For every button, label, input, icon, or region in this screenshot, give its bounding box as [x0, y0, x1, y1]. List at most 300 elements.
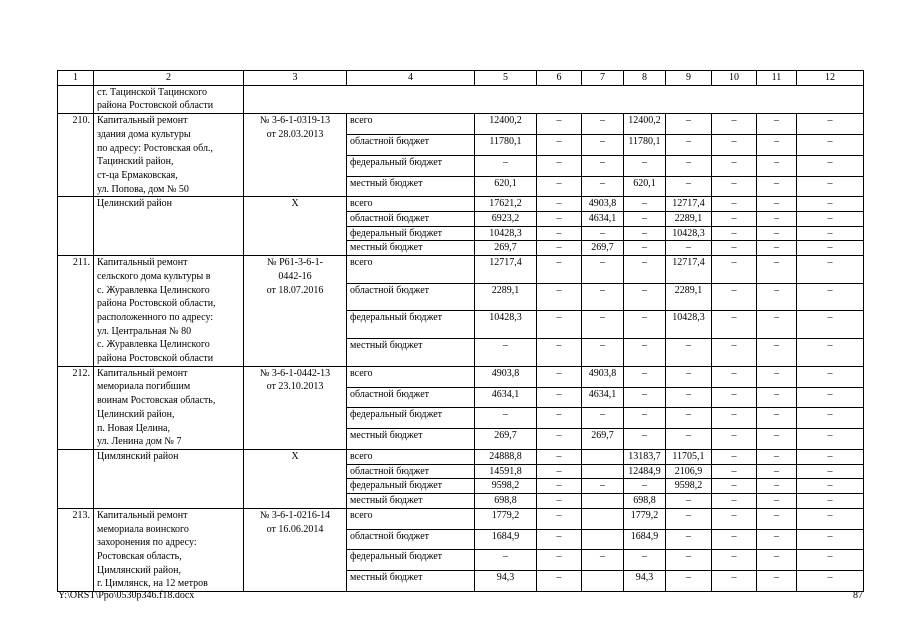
column-header: 5: [475, 71, 537, 86]
value-cell: –: [757, 550, 797, 571]
table-row: [58, 256, 864, 284]
document-cell: [244, 256, 347, 367]
funding-source-label: всего: [347, 449, 475, 464]
value-cell: –: [537, 494, 582, 509]
object-name-cell-line: Капитальный ремонт: [97, 115, 188, 127]
value-cell: 9598,2: [475, 479, 537, 494]
value-cell: –: [757, 479, 797, 494]
value-cell: –: [797, 311, 864, 339]
column-header: 12: [797, 71, 864, 86]
value-cell: –: [582, 550, 624, 571]
document-cell-line: от 18.07.2016: [266, 284, 324, 296]
object-name-cell-line: ст-ца Ермаковская,: [97, 169, 178, 181]
object-name-cell: [94, 508, 244, 591]
value-cell: 12717,4: [475, 256, 537, 284]
column-header: 3: [244, 71, 347, 86]
value-cell: 620,1: [624, 176, 666, 197]
funding-source-label: местный бюджет: [347, 339, 475, 367]
value-cell: –: [712, 479, 757, 494]
value-cell: –: [475, 550, 537, 571]
page-number: 87: [853, 590, 863, 601]
object-name-cell-line: Капитальный ремонт: [97, 257, 188, 269]
row-number-cell: [58, 197, 94, 256]
funding-source-label: всего: [347, 114, 475, 135]
value-cell: –: [624, 197, 666, 212]
value-cell: –: [797, 226, 864, 241]
value-cell: –: [712, 176, 757, 197]
value-cell: 12717,4: [666, 256, 712, 284]
value-cell: –: [757, 366, 797, 387]
value-cell: 12400,2: [624, 114, 666, 135]
value-cell: –: [712, 408, 757, 429]
value-cell: –: [757, 212, 797, 227]
value-cell: –: [757, 176, 797, 197]
value-cell: –: [624, 311, 666, 339]
value-cell: –: [757, 571, 797, 592]
document-cell-line: 0442-16: [278, 270, 312, 282]
value-cell: –: [757, 197, 797, 212]
value-cell: 12484,9: [624, 464, 666, 479]
value-cell: –: [624, 429, 666, 450]
value-cell: 4903,8: [582, 366, 624, 387]
footer-file-path: Y:\ORST\Ppo\0530p346.f18.docx: [58, 590, 195, 601]
funding-source-label: всего: [347, 197, 475, 212]
object-name-cell-line: ул. Центральная № 80: [97, 325, 192, 337]
document-cell-line: № 3-6-1-0442-13: [259, 367, 331, 379]
value-cell: –: [797, 494, 864, 509]
value-cell: 1684,9: [475, 529, 537, 550]
value-cell: [582, 464, 624, 479]
value-cell: –: [712, 134, 757, 155]
value-cell: –: [537, 366, 582, 387]
value-cell: –: [582, 339, 624, 367]
value-cell: –: [757, 226, 797, 241]
column-header: 11: [757, 71, 797, 86]
value-cell: –: [797, 550, 864, 571]
value-cell: –: [757, 134, 797, 155]
document-cell-line: № 3-6-1-0319-13: [259, 115, 331, 127]
value-cell: –: [712, 429, 757, 450]
funding-source-label: областной бюджет: [347, 212, 475, 227]
value-cell: –: [797, 155, 864, 176]
value-cell: –: [582, 311, 624, 339]
value-cell: –: [582, 226, 624, 241]
value-cell: –: [757, 408, 797, 429]
column-header: 6: [537, 71, 582, 86]
value-cell: –: [666, 241, 712, 256]
value-cell: 11780,1: [475, 134, 537, 155]
value-cell: 94,3: [475, 571, 537, 592]
value-cell: –: [712, 155, 757, 176]
value-cell: 269,7: [582, 241, 624, 256]
value-cell: –: [624, 155, 666, 176]
value-cell: –: [537, 429, 582, 450]
document-cell-line: № 3-6-1-0216-14: [259, 509, 331, 521]
value-cell: –: [537, 449, 582, 464]
value-cell: 698,8: [624, 494, 666, 509]
funding-source-label: всего: [347, 256, 475, 284]
value-cell: [582, 529, 624, 550]
funding-source-label: местный бюджет: [347, 241, 475, 256]
row-number-cell: 210.: [58, 114, 94, 197]
value-cell: –: [712, 550, 757, 571]
value-cell: –: [797, 387, 864, 408]
document-cell-line: от 28.03.2013: [266, 128, 324, 140]
value-cell: –: [537, 212, 582, 227]
value-cell: 12400,2: [475, 114, 537, 135]
value-cell: –: [537, 197, 582, 212]
object-name-cell-line: Цимлянский район: [97, 450, 179, 462]
value-cell: –: [537, 339, 582, 367]
value-cell: 2106,9: [666, 464, 712, 479]
value-cell: –: [666, 408, 712, 429]
value-cell: –: [797, 241, 864, 256]
value-cell: –: [582, 134, 624, 155]
value-cell: 9598,2: [666, 479, 712, 494]
row-number-cell: [58, 85, 94, 113]
value-cell: –: [797, 339, 864, 367]
value-cell: –: [582, 176, 624, 197]
value-cell: 17621,2: [475, 197, 537, 212]
value-cell: –: [666, 387, 712, 408]
table-row: [58, 366, 864, 387]
value-cell: 12717,4: [666, 197, 712, 212]
value-cell: –: [797, 256, 864, 284]
value-cell: –: [712, 226, 757, 241]
column-header: 4: [347, 71, 475, 86]
funding-source-label: областной бюджет: [347, 529, 475, 550]
value-cell: –: [537, 464, 582, 479]
value-cell: –: [666, 366, 712, 387]
value-cell: 11780,1: [624, 134, 666, 155]
value-cell: –: [797, 479, 864, 494]
value-cell: 1684,9: [624, 529, 666, 550]
value-cell: –: [712, 387, 757, 408]
object-name-cell-line: Целинский район,: [97, 408, 175, 420]
value-cell: –: [757, 508, 797, 529]
object-name-cell-line: сельского дома культуры в: [97, 270, 211, 282]
value-cell: 6923,2: [475, 212, 537, 227]
value-cell: –: [537, 479, 582, 494]
funding-source-label: местный бюджет: [347, 571, 475, 592]
document-cell: [244, 114, 347, 197]
object-name-cell-line: Цимлянский район,: [97, 564, 181, 576]
object-name-cell: [94, 449, 244, 508]
object-name-cell-line: расположенного по адресу:: [97, 311, 214, 323]
value-cell: 4903,8: [582, 197, 624, 212]
value-cell: –: [537, 155, 582, 176]
value-cell: –: [757, 241, 797, 256]
value-cell: –: [712, 256, 757, 284]
empty-cell: [244, 85, 864, 113]
object-name-cell-line: здания дома культуры: [97, 128, 191, 140]
value-cell: 2289,1: [666, 283, 712, 311]
value-cell: –: [537, 114, 582, 135]
funding-source-label: федеральный бюджет: [347, 479, 475, 494]
table-row: [58, 449, 864, 464]
funding-source-label: местный бюджет: [347, 176, 475, 197]
value-cell: –: [537, 408, 582, 429]
value-cell: –: [582, 283, 624, 311]
value-cell: –: [797, 176, 864, 197]
value-cell: –: [797, 529, 864, 550]
value-cell: –: [475, 339, 537, 367]
value-cell: –: [537, 550, 582, 571]
value-cell: –: [666, 494, 712, 509]
value-cell: –: [797, 197, 864, 212]
value-cell: –: [582, 114, 624, 135]
value-cell: 4903,8: [475, 366, 537, 387]
funding-source-label: федеральный бюджет: [347, 550, 475, 571]
value-cell: –: [537, 134, 582, 155]
object-name-cell-line: района Ростовской области,: [97, 298, 216, 310]
value-cell: –: [712, 494, 757, 509]
row-number-cell: 213.: [58, 508, 94, 591]
value-cell: –: [624, 550, 666, 571]
funding-source-label: местный бюджет: [347, 429, 475, 450]
object-name-cell-line: мемориала воинского: [97, 523, 189, 535]
value-cell: –: [537, 571, 582, 592]
object-name-cell-line: воинам Ростовская область,: [97, 395, 216, 407]
object-name-cell-line: района Ростовской области: [97, 100, 214, 112]
value-cell: –: [797, 212, 864, 227]
value-cell: –: [797, 571, 864, 592]
value-cell: –: [624, 241, 666, 256]
value-cell: –: [712, 283, 757, 311]
value-cell: 698,8: [475, 494, 537, 509]
table-row: [58, 508, 864, 529]
document-cell: [244, 508, 347, 591]
value-cell: –: [666, 176, 712, 197]
value-cell: 1779,2: [624, 508, 666, 529]
value-cell: –: [712, 197, 757, 212]
value-cell: 94,3: [624, 571, 666, 592]
value-cell: –: [797, 114, 864, 135]
value-cell: [582, 508, 624, 529]
table-row: [58, 114, 864, 135]
value-cell: –: [757, 494, 797, 509]
row-number-cell: [58, 449, 94, 508]
funding-source-label: федеральный бюджет: [347, 408, 475, 429]
value-cell: –: [582, 479, 624, 494]
value-cell: 620,1: [475, 176, 537, 197]
value-cell: –: [666, 134, 712, 155]
value-cell: –: [797, 464, 864, 479]
value-cell: –: [712, 339, 757, 367]
value-cell: 10428,3: [475, 226, 537, 241]
object-name-cell: [94, 366, 244, 449]
object-name-cell-line: п. Новая Целина,: [97, 422, 170, 434]
object-name-cell-line: захоронения по адресу:: [97, 537, 197, 549]
object-name-cell: [94, 114, 244, 197]
value-cell: –: [666, 339, 712, 367]
value-cell: –: [797, 366, 864, 387]
column-number-header-row: [58, 71, 864, 86]
value-cell: –: [797, 134, 864, 155]
value-cell: –: [624, 226, 666, 241]
value-cell: 13183,7: [624, 449, 666, 464]
funding-source-label: всего: [347, 366, 475, 387]
object-name-cell-line: Тацинский район,: [97, 156, 174, 168]
funding-source-label: федеральный бюджет: [347, 311, 475, 339]
object-name-cell-line: Ростовская область,: [97, 550, 182, 562]
value-cell: –: [757, 155, 797, 176]
value-cell: –: [666, 429, 712, 450]
object-name-cell-line: с. Журавлевка Целинского: [97, 339, 210, 351]
value-cell: –: [666, 571, 712, 592]
value-cell: –: [712, 449, 757, 464]
value-cell: 4634,1: [582, 212, 624, 227]
row-number-cell: 211.: [58, 256, 94, 367]
value-cell: –: [537, 529, 582, 550]
object-name-cell: [94, 197, 244, 256]
value-cell: –: [537, 241, 582, 256]
value-cell: –: [666, 508, 712, 529]
value-cell: 14591,8: [475, 464, 537, 479]
column-header: 2: [94, 71, 244, 86]
column-header: 1: [58, 71, 94, 86]
value-cell: –: [712, 571, 757, 592]
value-cell: 11705,1: [666, 449, 712, 464]
value-cell: 2289,1: [475, 283, 537, 311]
document-cell-line: № Р61-3-6-1-: [267, 257, 323, 269]
value-cell: –: [757, 114, 797, 135]
object-name-cell-line: ул. Ленина дом № 7: [97, 436, 182, 448]
value-cell: [582, 494, 624, 509]
value-cell: –: [537, 283, 582, 311]
value-cell: –: [712, 366, 757, 387]
value-cell: –: [537, 508, 582, 529]
funding-source-label: местный бюджет: [347, 494, 475, 509]
value-cell: 4634,1: [582, 387, 624, 408]
object-name-cell-line: мемориала погибшим: [97, 381, 191, 393]
funding-source-label: областной бюджет: [347, 134, 475, 155]
value-cell: –: [537, 176, 582, 197]
value-cell: –: [712, 508, 757, 529]
funding-source-label: всего: [347, 508, 475, 529]
value-cell: –: [537, 256, 582, 284]
object-name-cell-line: Капитальный ремонт: [97, 367, 188, 379]
value-cell: –: [582, 408, 624, 429]
value-cell: –: [797, 283, 864, 311]
table-row: [58, 197, 864, 212]
value-cell: –: [666, 155, 712, 176]
object-name-cell-line: с. Журавлевка Целинского: [97, 284, 210, 296]
value-cell: –: [666, 529, 712, 550]
value-cell: –: [712, 529, 757, 550]
object-name-cell-line: ул. Попова, дом № 50: [97, 183, 189, 195]
value-cell: –: [757, 311, 797, 339]
value-cell: 269,7: [475, 429, 537, 450]
value-cell: 2289,1: [666, 212, 712, 227]
value-cell: –: [582, 256, 624, 284]
value-cell: 24888,8: [475, 449, 537, 464]
value-cell: –: [757, 464, 797, 479]
value-cell: –: [797, 408, 864, 429]
value-cell: [582, 449, 624, 464]
value-cell: –: [624, 479, 666, 494]
value-cell: –: [475, 408, 537, 429]
value-cell: 4634,1: [475, 387, 537, 408]
document-cell-line: от 16.06.2014: [266, 523, 324, 535]
value-cell: –: [537, 387, 582, 408]
value-cell: –: [757, 339, 797, 367]
value-cell: 1779,2: [475, 508, 537, 529]
column-header: 9: [666, 71, 712, 86]
funding-source-label: областной бюджет: [347, 464, 475, 479]
value-cell: –: [537, 226, 582, 241]
object-name-cell-line: Целинский район: [97, 198, 172, 210]
value-cell: –: [757, 256, 797, 284]
object-name-cell-line: г. Цимлянск, на 12 метров: [97, 578, 208, 590]
table-row: [58, 85, 864, 113]
funding-source-label: областной бюджет: [347, 283, 475, 311]
value-cell: –: [757, 529, 797, 550]
value-cell: –: [712, 311, 757, 339]
value-cell: –: [757, 387, 797, 408]
value-cell: –: [797, 508, 864, 529]
value-cell: –: [712, 212, 757, 227]
value-cell: –: [797, 429, 864, 450]
value-cell: 10428,3: [475, 311, 537, 339]
value-cell: –: [624, 387, 666, 408]
object-name-cell-line: района Ростовской области: [97, 353, 214, 365]
funding-source-label: федеральный бюджет: [347, 226, 475, 241]
object-name-cell: [94, 85, 244, 113]
value-cell: –: [757, 449, 797, 464]
value-cell: –: [666, 550, 712, 571]
column-header: 8: [624, 71, 666, 86]
value-cell: –: [624, 408, 666, 429]
value-cell: –: [666, 114, 712, 135]
value-cell: 269,7: [475, 241, 537, 256]
value-cell: –: [712, 114, 757, 135]
document-cell-line: Х: [291, 198, 299, 210]
value-cell: 10428,3: [666, 311, 712, 339]
value-cell: –: [757, 283, 797, 311]
value-cell: –: [537, 311, 582, 339]
budget-table: [57, 70, 864, 592]
value-cell: –: [582, 155, 624, 176]
value-cell: –: [624, 212, 666, 227]
value-cell: –: [712, 464, 757, 479]
value-cell: 269,7: [582, 429, 624, 450]
funding-source-label: федеральный бюджет: [347, 155, 475, 176]
value-cell: 10428,3: [666, 226, 712, 241]
document-cell-line: от 23.10.2013: [266, 381, 324, 393]
funding-source-label: областной бюджет: [347, 387, 475, 408]
document-cell: [244, 449, 347, 508]
value-cell: [582, 571, 624, 592]
object-name-cell-line: по адресу: Ростовская обл.,: [97, 142, 213, 154]
document-cell: [244, 366, 347, 449]
row-number-cell: 212.: [58, 366, 94, 449]
value-cell: –: [624, 339, 666, 367]
object-name-cell-line: ст. Тацинской Тацинского: [97, 86, 208, 98]
value-cell: –: [797, 449, 864, 464]
column-header: 10: [712, 71, 757, 86]
value-cell: –: [624, 283, 666, 311]
value-cell: –: [624, 366, 666, 387]
column-header: 7: [582, 71, 624, 86]
value-cell: –: [712, 241, 757, 256]
document-cell-line: Х: [291, 450, 299, 462]
object-name-cell-line: Капитальный ремонт: [97, 509, 188, 521]
document-cell: [244, 197, 347, 256]
value-cell: –: [757, 429, 797, 450]
object-name-cell: [94, 256, 244, 367]
value-cell: –: [475, 155, 537, 176]
